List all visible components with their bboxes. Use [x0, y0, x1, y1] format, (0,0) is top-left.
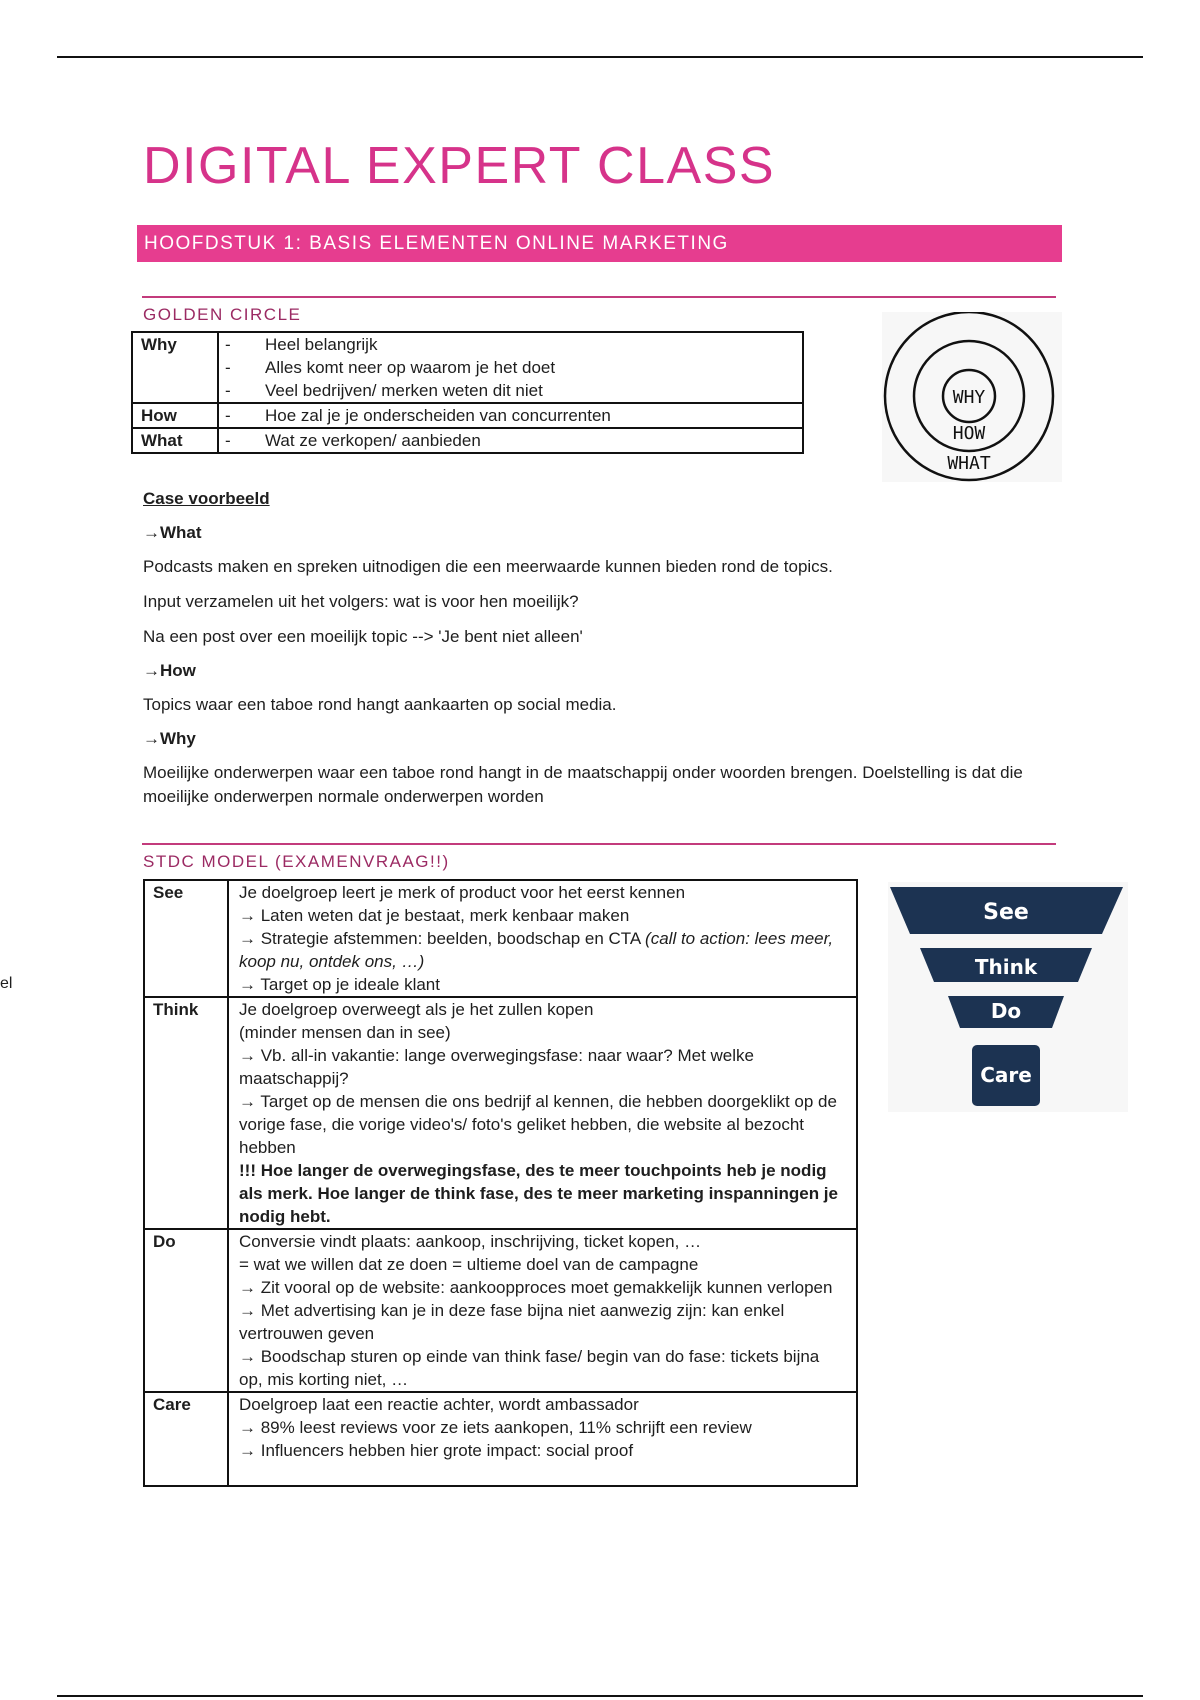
row-key-care: Care [144, 1392, 228, 1486]
table-row [132, 332, 803, 403]
case-paragraph: Input verzamelen uit het volgers: wat is voor hen moeilijk? [143, 592, 579, 611]
list-item: Veel bedrijven/ merken weten dit niet [265, 381, 543, 400]
row-key-do: Do [144, 1229, 228, 1392]
table-row [144, 997, 857, 1229]
row-value-care [228, 1392, 857, 1486]
golden-circle-divider [142, 296, 1056, 298]
line: → Target op je ideale klant [239, 975, 440, 994]
case-paragraph: Na een post over een moeilijk topic --> 'Je bent niet alleen' [143, 627, 583, 646]
row-key-what: What [132, 428, 218, 453]
line-text: → Strategie afstemmen: beelden, boodschap en CTA [239, 929, 646, 948]
arrow-icon: → [143, 661, 160, 680]
line: → Laten weten dat je bestaat, merk kenbaar maken [239, 906, 630, 925]
row-value-why [218, 332, 803, 403]
how-label: How [160, 661, 196, 680]
list-item: Hoe zal je je onderscheiden van concurrenten [265, 406, 611, 425]
row-value-think [228, 997, 857, 1229]
stdc-funnel-diagram [888, 882, 1128, 1112]
chapter-heading: HOOFDSTUK 1: BASIS ELEMENTEN ONLINE MARKETING [137, 225, 1062, 262]
table-row [132, 403, 803, 428]
row-key-how: How [132, 403, 218, 428]
funnel-think-label: Think [974, 955, 1038, 979]
line: → Influencers hebben hier grote impact: social proof [239, 1441, 634, 1460]
list-item: Wat ze verkopen/ aanbieden [265, 431, 481, 450]
dash: - [225, 335, 231, 354]
line: Je doelgroep overweegt als je het zullen kopen [239, 1000, 594, 1019]
row-value-do [228, 1229, 857, 1392]
why-heading [143, 727, 1055, 751]
case-heading: Case voorbeeld [143, 489, 270, 508]
line: → Zit vooral op de website: aankoopproces moet gemakkelijk kunnen verlopen [239, 1278, 833, 1297]
arrow-icon: → [143, 523, 160, 542]
line: → Target op de mensen die ons bedrijf al kennen, die hebben doorgeklikt op de vorige fase, die vorige video's/ foto's geliket hebben, die website al bezocht hebben [239, 1092, 837, 1157]
row-key-think: Think [144, 997, 228, 1229]
case-block [143, 487, 1055, 809]
line [239, 927, 846, 973]
funnel-see-label: See [983, 900, 1029, 925]
golden-circle-table [131, 331, 804, 454]
cta-note: (call to action: lees meer, koop nu, ontdek ons, …) [239, 929, 834, 971]
golden-circle-diagram [882, 312, 1062, 482]
line: (minder mensen dan in see) [239, 1023, 451, 1042]
list-item: Heel belangrijk [265, 335, 378, 354]
funnel-do-label: Do [990, 999, 1022, 1023]
line: = wat we willen dat ze doen = ultieme doel van de campagne [239, 1255, 699, 1274]
what-label: What [160, 523, 202, 542]
golden-circle-heading: GOLDEN CIRCLE [143, 305, 302, 324]
line: → Boodschap sturen op einde van think fase/ begin van do fase: tickets bijna op, mis korting niet, … [239, 1347, 820, 1389]
arrow-icon: → [143, 729, 160, 748]
table-row [144, 1229, 857, 1392]
margin-note: el [0, 975, 13, 992]
case-paragraph: Moeilijke onderwerpen waar een taboe rond hangt in de maatschappij onder woorden brengen. Doelstelling is dat die moeilijke onderwerpen normale onderwerpen worden [143, 763, 1023, 806]
why-label: Why [160, 729, 196, 748]
line: → Vb. all-in vakantie: lange overwegingsfase: naar waar? Met welke maatschappij? [239, 1046, 754, 1088]
funnel-care-label: Care [980, 1063, 1032, 1087]
line: Conversie vindt plaats: aankoop, inschrijving, ticket kopen, … [239, 1232, 702, 1251]
line-emphasis: !!! Hoe langer de overwegingsfase, des te meer touchpoints heb je nodig als merk. Hoe langer de think fase, des te meer marketing inspanningen je nodig hebt. [239, 1161, 838, 1226]
why-label: WHY [952, 387, 986, 408]
case-paragraph: Podcasts maken en spreken uitnodigen die een meerwaarde kunnen bieden rond de topics. [143, 557, 833, 576]
dash: - [225, 431, 231, 450]
row-key-see: See [144, 880, 228, 997]
row-key-why: Why [132, 332, 218, 403]
dash: - [225, 406, 231, 425]
top-rule [57, 56, 1143, 58]
row-value-see [228, 880, 857, 997]
page-title: DIGITAL EXPERT CLASS [143, 137, 776, 195]
row-value-what [218, 428, 803, 453]
line: Doelgroep laat een reactie achter, wordt ambassador [239, 1395, 639, 1414]
how-label: HOW [952, 423, 986, 444]
row-value-how [218, 403, 803, 428]
table-row [144, 1392, 857, 1486]
stdc-table [143, 879, 858, 1487]
line: → Met advertising kan je in deze fase bijna niet aanwezig zijn: kan enkel vertrouwen geven [239, 1301, 785, 1343]
dash: - [225, 381, 231, 400]
what-label: WHAT [947, 453, 991, 474]
bottom-rule [57, 1695, 1143, 1697]
table-row [144, 880, 857, 997]
stdc-heading: STDC MODEL (EXAMENVRAAG!!) [143, 852, 450, 871]
what-heading [143, 521, 1055, 545]
stdc-divider [142, 843, 1056, 845]
case-paragraph: Topics waar een taboe rond hangt aankaarten op social media. [143, 695, 617, 714]
line: → 89% leest reviews voor ze iets aankopen, 11% schrijft een review [239, 1418, 752, 1437]
how-heading [143, 659, 1055, 683]
line: Je doelgroep leert je merk of product voor het eerst kennen [239, 883, 686, 902]
dash: - [225, 358, 231, 377]
list-item: Alles komt neer op waarom je het doet [265, 358, 556, 377]
table-row [132, 428, 803, 453]
